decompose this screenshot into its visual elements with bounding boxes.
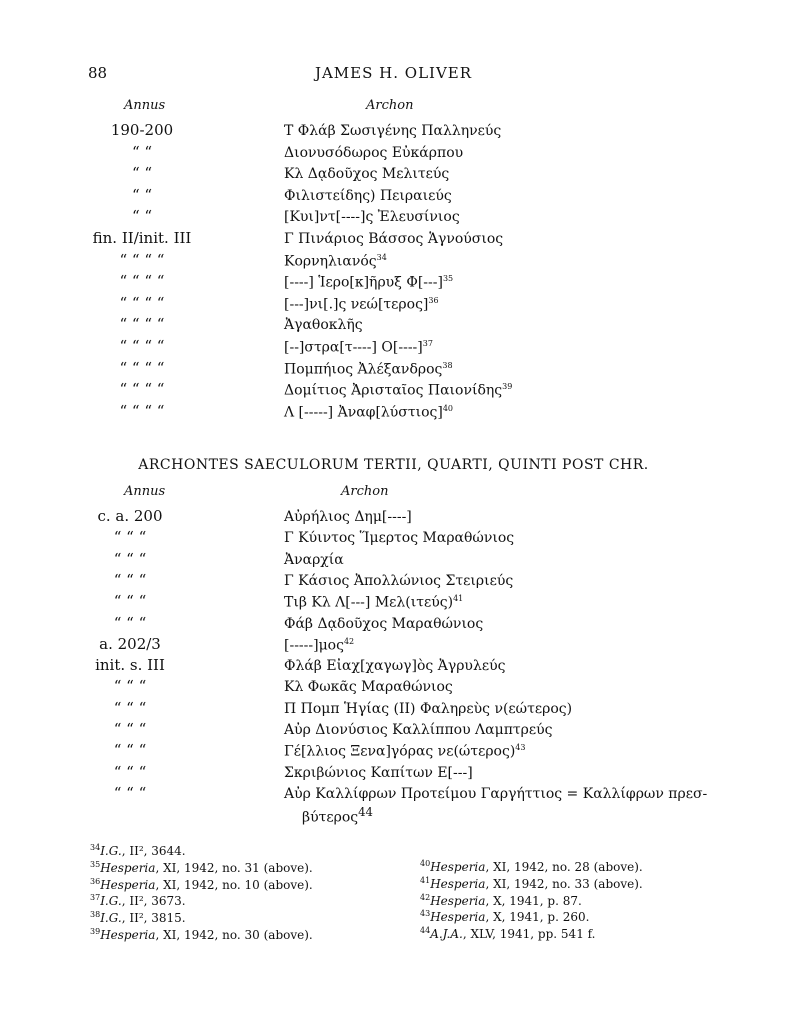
archon-name — [284, 530, 514, 546]
archon-name — [284, 253, 387, 270]
footnote-detail: , XI, 1942, no. 30 (above). — [155, 928, 313, 942]
archon-text: [Κυι]ντ[----]ς Ἐλευσίνιος — [284, 209, 460, 226]
archon-text: [--]στρα[τ----] Ο[----] — [284, 339, 423, 356]
section-title: ARCHONTES SAECULORUM TERTII, QUARTI, QUINTI POST CHR. — [138, 457, 649, 473]
annus-cell: “ “ “ — [113, 570, 147, 589]
footnote-detail: , X, 1941, p. 87. — [485, 893, 582, 908]
archon-text: Δομίτιος Ἀρισταῖος Παιονίδης — [284, 382, 503, 399]
annus-cell: “ “ — [131, 164, 153, 183]
archon-name — [284, 573, 513, 589]
footnote — [420, 876, 643, 891]
page-number: 88 — [88, 64, 108, 82]
archon-text: Π Πομπ Ἡγίας (ΙΙ) Φαληρεὺς ν(εώτερος) — [284, 700, 573, 717]
archon-name — [284, 743, 525, 760]
annus-cell: a. 202/3 — [99, 634, 161, 653]
annus-cell: “ “ “ “ — [119, 315, 165, 334]
annus-cell: “ “ “ — [113, 741, 147, 760]
footnote-source: A.J.A. — [430, 927, 463, 942]
archon-name — [284, 296, 439, 313]
footnote-number: 40 — [420, 859, 431, 868]
archon-text: [-----]μος — [284, 637, 344, 654]
footnote-source: I.G. — [100, 844, 122, 858]
archon-text: Ἀναρχία — [284, 551, 344, 568]
annus-cell: “ “ — [131, 185, 153, 204]
footnote-detail: , II², 3673. — [121, 894, 186, 909]
archon-name — [284, 658, 505, 674]
footnote-ref: 43 — [515, 743, 526, 753]
annus-cell: “ “ — [131, 142, 153, 161]
archon-name — [284, 209, 460, 225]
footnote-ref: 41 — [453, 594, 464, 604]
footnote — [90, 927, 313, 942]
footnote-source: Hesperia — [100, 860, 156, 875]
footnote — [90, 910, 186, 925]
archon-name — [284, 637, 354, 654]
archon-text: Γ Κύιντος Ἵμερτος Μαραθώνιος — [284, 530, 515, 547]
annus-cell: “ “ “ — [113, 549, 147, 568]
archon-name — [284, 382, 512, 399]
footnote — [420, 893, 582, 908]
archon-text: Ἀγαθοκλῆς — [284, 317, 363, 334]
annus-cell: fin. II/init. III — [92, 229, 192, 247]
footnote-detail: , II², 3644. — [121, 844, 186, 858]
annus-cell: “ “ “ “ — [119, 380, 165, 399]
footnote-detail: , XI, 1942, no. 31 (above). — [155, 860, 313, 875]
footnote-ref: 42 — [343, 636, 355, 646]
archon-text: Κλ Φωκᾶς Μαραθώνιος — [284, 679, 453, 696]
annus-cell: 190-200 — [110, 121, 174, 139]
archon-text: Αὐρ Διονύσιος Καλλίππου Λαμπτρεύς — [284, 722, 553, 738]
annus-cell: “ “ — [131, 207, 153, 226]
footnote-ref: 35 — [442, 274, 454, 284]
table2-annus-header: Annus — [124, 484, 166, 499]
footnote-ref: 36 — [428, 295, 439, 305]
archon-text: [----] Ἱερο[κ]ῆρυξ Φ[---] — [284, 274, 443, 291]
footnote-number: 38 — [90, 910, 101, 920]
table1-archon-header: Archon — [366, 98, 414, 113]
archon-text: Φλάβ Εἰαχ[χαγωγ]ὸς Ἀγρυλεύς — [284, 658, 506, 675]
annus-cell: “ “ “ — [113, 613, 147, 632]
footnote-number: 34 — [90, 843, 101, 852]
archon-name — [284, 509, 412, 525]
archon-text: Γέ[λλιος Ξενα]γόρας νε(ώτερος) — [284, 743, 516, 760]
footnote-ref: 37 — [422, 339, 433, 348]
archon-name — [284, 765, 473, 781]
running-head: JAMES H. OLIVER — [314, 64, 473, 82]
archon-text: Γ Πινάριος Βάσσος Ἁγνούσιος — [284, 231, 504, 247]
footnote-source: I.G. — [100, 911, 122, 926]
archon-name — [284, 361, 453, 378]
annus-cell: “ “ “ “ — [119, 293, 165, 312]
annus-cell: “ “ “ — [113, 592, 147, 611]
table2-archon-header: Archon — [341, 484, 389, 499]
annus-cell: “ “ “ “ — [119, 250, 165, 269]
archon-text: Λ [-----] Ἀναφ[λύστιος] — [284, 404, 443, 421]
archon-text: [---]νι[.]ς νεώ[τερος] — [284, 296, 429, 313]
archon-name — [284, 404, 453, 421]
annus-cell: “ “ “ — [113, 720, 147, 738]
archon-text: Φιλιστείδης) Πειραιεύς — [284, 187, 452, 204]
footnote-number: 43 — [420, 909, 431, 919]
archon-name — [284, 701, 572, 717]
footnote-source: Hesperia — [100, 877, 156, 892]
footnote — [420, 909, 589, 924]
annus-cell: “ “ “ “ — [119, 358, 165, 377]
footnote-source: Hesperia — [430, 876, 486, 891]
annus-cell: c. a. 200 — [97, 507, 163, 525]
archon-name — [284, 231, 503, 247]
archon-text: Κορνηλιανός — [284, 253, 377, 270]
archon-name — [284, 339, 433, 356]
footnote — [420, 859, 643, 874]
footnote — [90, 877, 313, 892]
archon-text: Σκριβώνιος Καπίτων Ε[---] — [284, 764, 473, 781]
archon-text: Φάβ Δᾳδοῦχος Μαραθώνιος — [284, 615, 484, 632]
footnote — [90, 843, 186, 858]
archon-text: Διονυσόδωρος Εὐκάρπου — [284, 144, 464, 161]
archon-name — [284, 616, 483, 632]
annus-cell: “ “ “ “ — [119, 337, 165, 355]
footnote-source: Hesperia — [430, 860, 486, 874]
annus-cell: “ “ “ — [113, 677, 147, 696]
footnote-detail: , XI, 1942, no. 33 (above). — [485, 876, 643, 891]
archon-name — [284, 679, 453, 695]
footnote — [90, 893, 186, 908]
archon-name — [284, 123, 501, 139]
footnote-number: 41 — [420, 875, 431, 885]
annus-cell: “ “ “ — [113, 698, 147, 717]
archon-name — [284, 722, 553, 738]
table1-annus-header: Annus — [124, 98, 166, 113]
archon-name — [284, 274, 453, 291]
annus-cell: “ “ “ — [113, 528, 147, 547]
footnote-number: 35 — [90, 859, 101, 869]
archon-name — [284, 166, 449, 182]
archon-text: Αὐρήλιος Δημ[----] — [284, 509, 412, 525]
archon-text: Κλ Δᾳδοῦχος Μελιτεύς — [284, 166, 450, 183]
footnote-ref: 39 — [502, 382, 513, 392]
footnote — [420, 926, 595, 941]
archon-name — [284, 145, 463, 161]
footnote-number: 37 — [90, 893, 101, 903]
archon-name — [284, 594, 463, 611]
footnote-number: 39 — [90, 927, 101, 936]
archon-name — [284, 188, 452, 204]
annus-cell: “ “ “ “ — [119, 272, 165, 291]
footnote-ref: 40 — [442, 403, 454, 413]
footnote-source: Hesperia — [100, 928, 156, 942]
annus-cell: “ “ “ — [113, 762, 147, 781]
archon-text: Γ Κάσιος Ἀπολλώνιος Στειριεύς — [284, 572, 514, 589]
archon-text: Αὐρ Καλλίφρων Προτείμου Γαργήττιος = Καλλίφρων πρεσ- — [284, 785, 708, 802]
footnote-detail: , XLV, 1941, pp. 541 f. — [462, 927, 596, 942]
archon-text: Πομπήιος Ἀλέξανδρος — [284, 361, 443, 378]
annus-cell: “ “ “ — [113, 783, 147, 802]
archon-name — [284, 786, 707, 802]
footnote-source: Hesperia — [430, 910, 486, 925]
footnote-detail: , II², 3815. — [121, 911, 186, 926]
footnote-source: Hesperia — [430, 893, 486, 908]
archon-text: Τιβ Κλ Λ[---] Μελ(ιτεύς) — [284, 594, 454, 611]
archon-continuation — [302, 805, 373, 826]
archon-text: Τ Φλάβ Σωσιγένης Παλληνεύς — [284, 123, 502, 139]
footnote-number: 36 — [90, 876, 101, 886]
annus-cell: init. s. III — [95, 656, 165, 675]
annus-cell: “ “ “ “ — [119, 401, 165, 420]
footnote — [90, 860, 313, 875]
archon-name — [284, 317, 363, 333]
footnote-number: 42 — [420, 892, 431, 902]
archon-name — [284, 552, 344, 568]
footnote-number: 44 — [420, 926, 431, 936]
continuation-text: βύτερος — [302, 809, 359, 826]
footnote-ref: 44 — [358, 805, 373, 819]
footnote-detail: , XI, 1942, no. 28 (above). — [485, 860, 643, 874]
footnote-ref: 34 — [376, 252, 387, 262]
footnote-source: I.G. — [100, 894, 122, 909]
footnote-ref: 38 — [442, 360, 453, 370]
footnote-detail: , XI, 1942, no. 10 (above). — [155, 877, 313, 892]
footnote-detail: , X, 1941, p. 260. — [485, 910, 590, 925]
